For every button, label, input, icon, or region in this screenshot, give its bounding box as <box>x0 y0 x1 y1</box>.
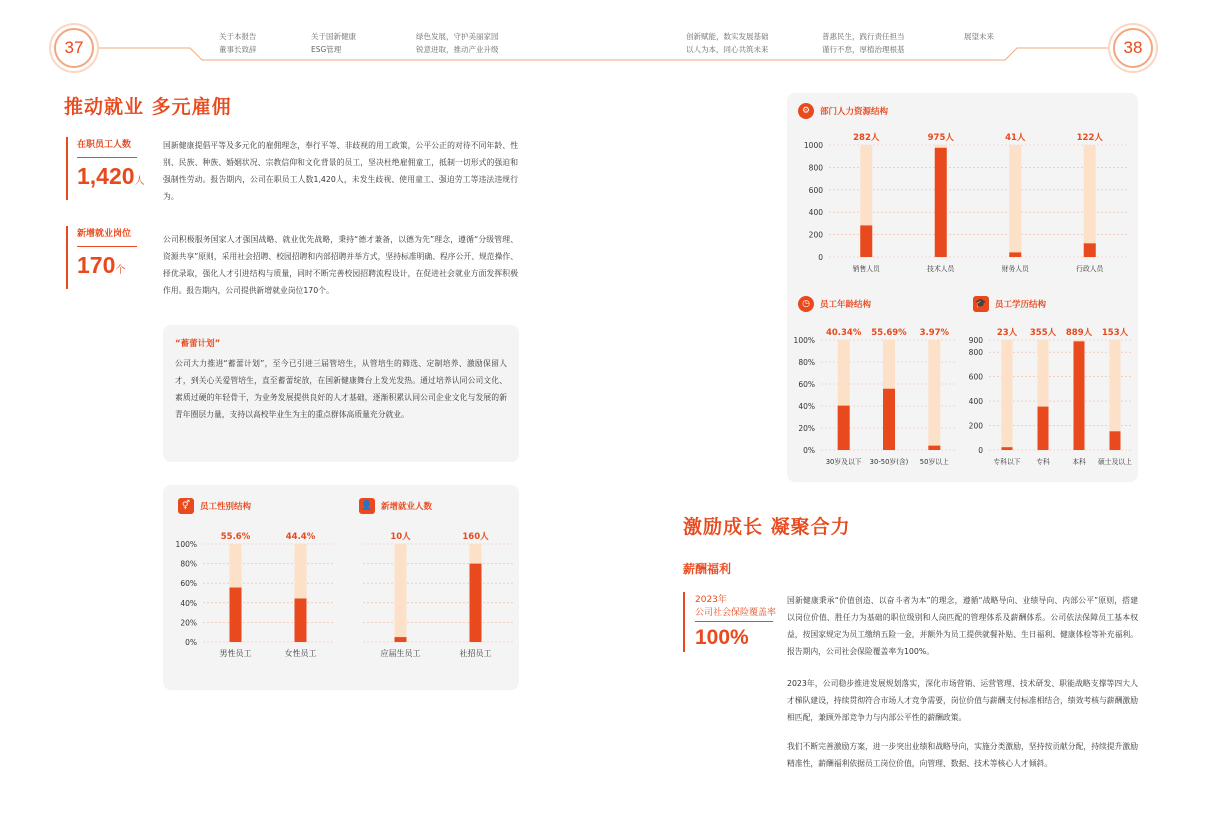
y-tick-label: 400 <box>968 397 983 407</box>
stat-newjobs-unit: 个 <box>115 265 126 276</box>
gear-icon: ⚙ <box>798 103 814 119</box>
y-tick-label: 0% <box>185 638 197 647</box>
y-tick-label: 40% <box>180 598 197 608</box>
category-label: 财务人员 <box>1001 265 1029 273</box>
stat-employees-unit: 人 <box>134 176 145 187</box>
newhire-chart <box>343 520 519 690</box>
stat-employees-label: 在职员工人数 <box>77 140 132 150</box>
y-tick-label: 0% <box>803 446 815 455</box>
gender-icon: ⚥ <box>178 498 194 514</box>
y-tick-label: 400 <box>808 208 823 218</box>
bar <box>1002 447 1013 450</box>
newhire-chart-title: 👤 新增就业人数 <box>359 498 432 514</box>
category-label: 本科 <box>1072 458 1086 466</box>
left-section-title: 推动就业 多元雇佣 <box>64 96 232 118</box>
right-subtitle: 薪酬福利 <box>683 562 732 576</box>
bar <box>395 637 407 642</box>
page-number-right: 38 <box>1113 28 1153 68</box>
data-label: 44.4% <box>285 532 316 542</box>
y-tick-label: 20% <box>180 618 197 628</box>
y-tick-label: 100% <box>175 540 197 549</box>
y-tick-label: 200 <box>808 230 823 240</box>
bar <box>1009 252 1021 257</box>
age-chart <box>787 318 963 478</box>
y-tick-label: 0 <box>818 253 823 262</box>
stat-newjobs <box>66 226 137 289</box>
bar <box>230 588 242 642</box>
data-label: 55.6% <box>220 532 251 542</box>
nav-item-future[interactable]: 展望未来 <box>964 32 994 41</box>
data-label: 3.97% <box>919 328 950 338</box>
bar <box>838 406 850 450</box>
right-paragraph-3: 我们不断完善激励方案，进一步突出业绩和战略导向，实施分类激励，坚持按贡献分配，持续提升激励精准性，薪酬福利依据员工岗位价值，向管理、数据、技术等核心人才倾斜。 <box>787 742 1138 768</box>
y-tick-label: 80% <box>180 559 197 569</box>
category-label: 男性员工 <box>219 649 252 658</box>
right-paragraph-1: 国新健康秉承“价值创造、以奋斗者为本”的理念，遵循“战略导向、业绩导向、内部公平”原则，搭建以岗位价值、胜任力为基础的职位级别和人岗匹配的管理体系及薪酬体系。公司依法保障员工基本权益，按国家规定为员工缴纳五险一金，并额外为员工提供就餐补贴、生日福利、健康体检等补充福利。报告期内，公司社会保险覆盖率为100%。 <box>787 596 1138 656</box>
employment-charts-panel <box>163 485 519 690</box>
bar <box>470 564 482 642</box>
data-label: 10人 <box>390 532 411 542</box>
y-tick-label: 1000 <box>803 141 823 150</box>
talent-plan-title: “蓄蕾计划” <box>175 339 221 349</box>
data-label: 282人 <box>853 133 880 143</box>
dept-chart-title: ⚙ 部门人力资源结构 <box>798 103 888 119</box>
category-label: 行政人员 <box>1076 265 1104 273</box>
stat-newjobs-label: 新增就业岗位 <box>77 229 132 239</box>
page-number-left: 37 <box>54 28 94 68</box>
y-tick-label: 40% <box>798 402 815 411</box>
data-label: 153人 <box>1101 328 1129 338</box>
graduation-cap-icon: 🎓 <box>973 296 989 312</box>
category-label: 女性员工 <box>284 649 317 658</box>
stat-insurance-label: 公司社会保险覆盖率 <box>695 608 777 618</box>
bar-track <box>1002 340 1013 450</box>
category-label: 30岁及以下 <box>825 458 862 466</box>
clock-icon: ◷ <box>798 296 814 312</box>
nav-item-green[interactable]: 绿色发展，守护美丽家园 锐意进取，推动产业升级 <box>416 32 499 54</box>
bar <box>928 446 940 450</box>
left-paragraph-2: 公司积极服务国家人才强国战略、就业优先战略，秉持“德才兼备，以德为先”理念，遵循“分级管理、资源共享”原则，采用社会招聘、校园招聘和内部招聘并举方式，坚持标准明确、程序公开、规范操作、择优录取，强化人才引进结构与质量，同时不断完善校园招聘流程设计，在促进社会就业方面发挥积极作用。报告期内，公司提供新增就业岗位170个。 <box>163 235 518 295</box>
nav-item-people[interactable]: 普惠民生，践行责任担当 谨行不怠，厚植治理根基 <box>822 32 905 54</box>
data-label: 40.34% <box>825 328 862 338</box>
hr-structure-panel <box>787 93 1138 482</box>
bar <box>1084 243 1096 257</box>
stat-insurance-year: 2023年 <box>695 595 727 605</box>
person-icon: 👤 <box>359 498 375 514</box>
stat-employees-value: 1,420 <box>77 163 135 189</box>
y-tick-label: 0 <box>978 446 983 455</box>
data-label: 122人 <box>1076 133 1103 143</box>
y-tick-label: 600 <box>968 372 983 382</box>
stat-newjobs-value: 170 <box>77 252 116 278</box>
y-tick-label: 800 <box>808 163 823 173</box>
edu-chart-title: 🎓 员工学历结构 <box>973 296 1046 312</box>
gender-chart-title: ⚥ 员工性别结构 <box>178 498 251 514</box>
stat-insurance <box>683 592 776 652</box>
right-section-title: 激励成长 凝聚合力 <box>683 516 851 538</box>
category-label: 30-50岁(含) <box>869 458 909 466</box>
y-tick-label: 80% <box>798 358 815 367</box>
y-tick-label: 60% <box>180 579 197 589</box>
category-label: 应届生员工 <box>380 649 421 658</box>
data-label: 55.69% <box>871 328 907 338</box>
left-paragraph-1: 国新健康提倡平等及多元化的雇佣理念，奉行平等、非歧视的用工政策，公平公正的对待不同年龄、性别、民族、种族、婚姻状况、宗教信仰和文化背景的员工，坚决杜绝雇佣童工，抵制一切形式的强迫和强制性劳动。报告期内，公司在职员工人数1,420人，未发生歧视、使用童工、强迫劳工等违法违规行为。 <box>163 141 518 201</box>
bar <box>1110 431 1121 450</box>
bar-track <box>1084 145 1096 257</box>
dept-chart <box>787 123 1138 283</box>
y-tick-label: 900 <box>968 336 983 345</box>
bar <box>860 225 872 257</box>
y-tick-label: 200 <box>968 421 983 431</box>
bar <box>935 148 947 257</box>
bar-track <box>1009 145 1021 257</box>
stat-insurance-value: 100% <box>695 626 749 649</box>
bar <box>883 389 895 450</box>
right-paragraph-2: 2023年，公司稳步推进发展规划落实，深化市场营销、运营管理、技术研发、职能战略支撑等四大人才梯队建设，持续贯彻符合市场人才竞争需要，岗位价值与薪酬支付标准相结合，绩效考核与薪酬激励相匹配，兼顾外部竞争力与内部公平性的薪酬政策。 <box>787 679 1138 722</box>
header-rule <box>0 0 1208 80</box>
data-label: 41人 <box>1005 133 1026 143</box>
talent-plan-box <box>163 325 519 462</box>
data-label: 355人 <box>1029 328 1057 338</box>
nav-item-about[interactable]: 关于国新健康 ESG管理 <box>311 32 356 54</box>
bar <box>295 598 307 642</box>
nav-item-innovation[interactable]: 创新赋能，数实发展基础 以人为本，同心共筑未来 <box>686 32 769 54</box>
edu-chart <box>963 318 1138 478</box>
category-label: 硕士及以上 <box>1098 458 1132 466</box>
category-label: 50岁以上 <box>919 458 949 466</box>
y-tick-label: 20% <box>798 424 815 433</box>
bar-track <box>928 340 940 450</box>
nav-item-report[interactable]: 关于本报告 董事长致辞 <box>219 32 257 54</box>
talent-plan-text: 公司大力推进“蓄蕾计划”，至今已引进三届管培生，从管培生的筛选、定制培养、激励保留人才，到关心关爱管培生，直至蓄蕾绽放，在国新健康舞台上发光发热。通过培养认同公司文化、素质过硬的年轻骨干，为业务发展提供良好的人才基础，逐渐积累认同公司企业文化与发展的新青年圈层力量，支持以高校毕业生为主的重点群体高质量充分就业。 <box>175 359 507 419</box>
data-label: 23人 <box>996 328 1018 338</box>
age-chart-title: ◷ 员工年龄结构 <box>798 296 871 312</box>
data-label: 160人 <box>462 532 489 542</box>
category-label: 专科以下 <box>993 458 1021 466</box>
category-label: 专科 <box>1036 458 1050 466</box>
gender-chart <box>163 520 343 690</box>
y-tick-label: 60% <box>798 380 815 389</box>
y-tick-label: 100% <box>793 336 815 345</box>
y-tick-label: 800 <box>968 348 983 358</box>
category-label: 技术人员 <box>927 265 955 273</box>
bar-track <box>395 544 407 642</box>
category-label: 销售人员 <box>852 265 880 273</box>
data-label: 889人 <box>1065 328 1093 338</box>
y-tick-label: 600 <box>808 185 823 195</box>
bar <box>1074 341 1085 450</box>
header <box>0 0 1208 80</box>
data-label: 975人 <box>927 133 954 143</box>
bar <box>1038 407 1049 450</box>
stat-employees <box>66 137 145 200</box>
category-label: 社招员工 <box>459 649 492 658</box>
